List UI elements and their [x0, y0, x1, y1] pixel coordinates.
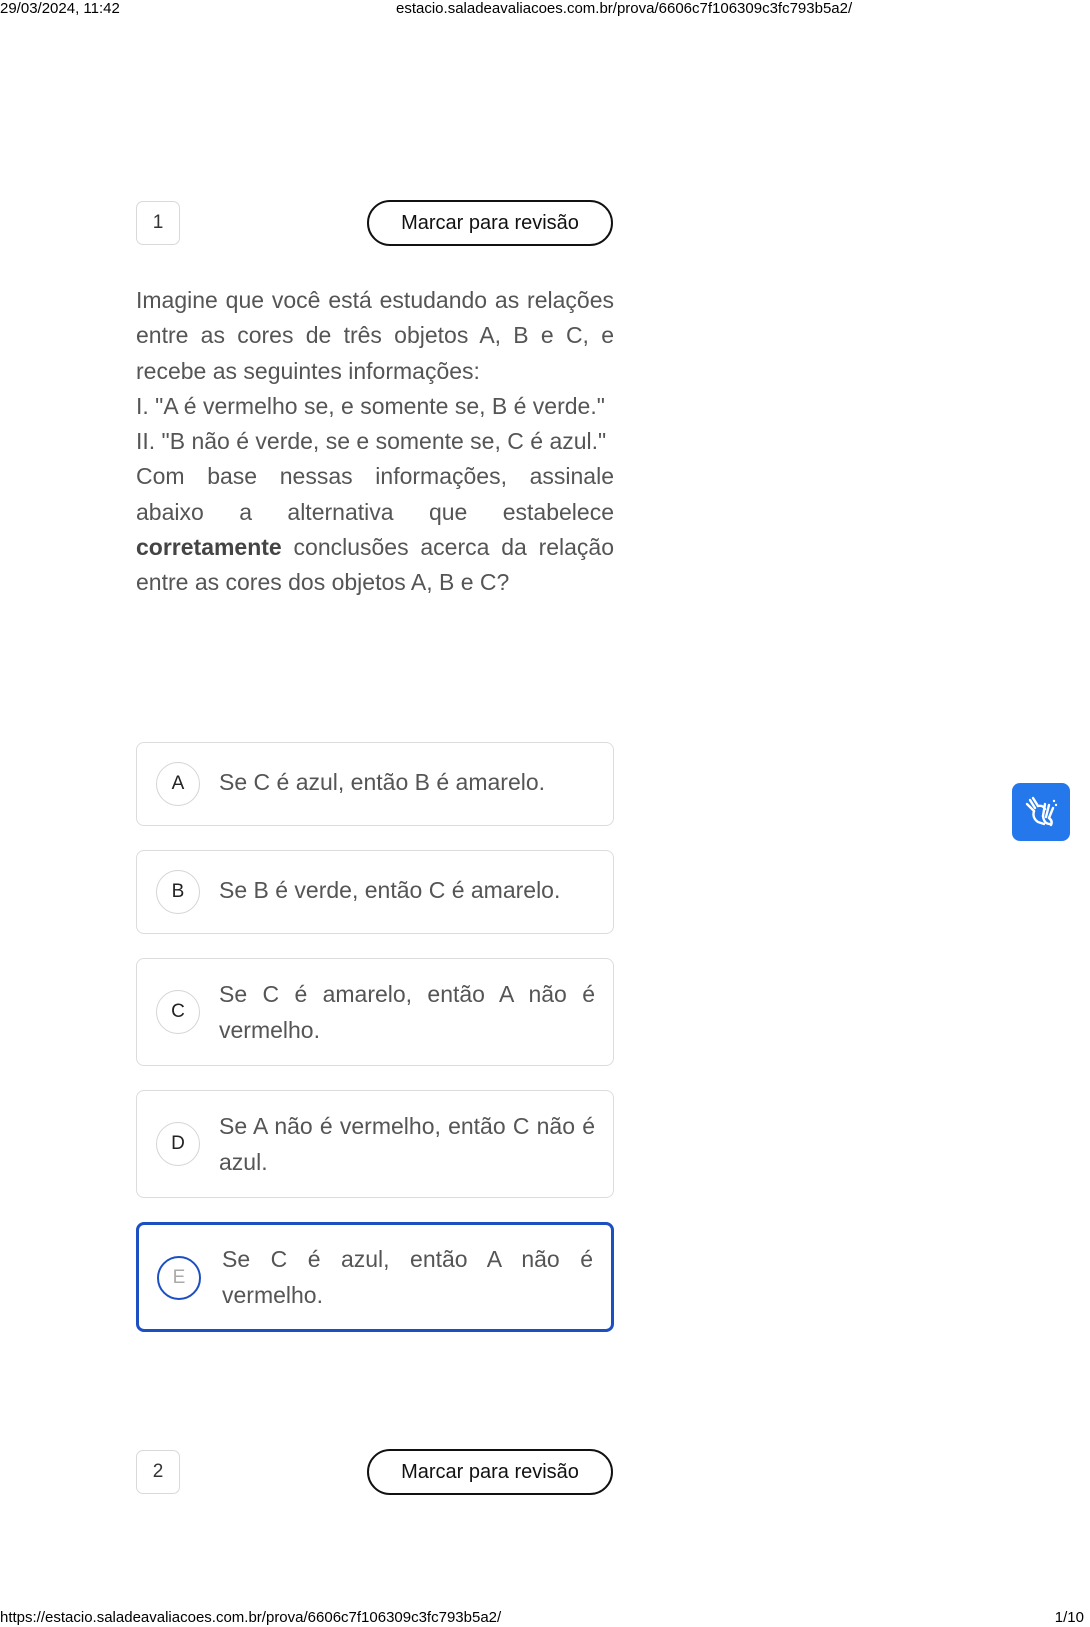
- print-page-url: estacio.saladeavaliacoes.com.br/prova/6606c7f106309c3fc793b5a2/: [396, 0, 853, 17]
- option-letter-d: D: [156, 1122, 200, 1166]
- print-datetime: 29/03/2024, 11:42: [0, 0, 120, 17]
- option-text-e: Se C é azul, então A não é vermelho.: [222, 1246, 593, 1308]
- option-letter-b: B: [156, 870, 200, 914]
- question-prompt-end: conclusões acerca da relação entre as cores dos objetos A, B e C?: [136, 534, 615, 596]
- print-header: [0, 0, 1090, 18]
- question-statement: [136, 283, 614, 601]
- option-letter-a: A: [156, 762, 200, 806]
- sign-language-hands-icon: [1023, 794, 1059, 830]
- option-text-d: Se A não é vermelho, então C não é azul.: [219, 1113, 595, 1175]
- question-number-badge: 1: [136, 201, 180, 245]
- question-prompt: [136, 459, 614, 600]
- option-letter-c: C: [156, 990, 200, 1034]
- print-footer-url: https://estacio.saladeavaliacoes.com.br/prova/6606c7f106309c3fc793b5a2/: [0, 1609, 502, 1626]
- print-footer: [0, 1609, 1090, 1627]
- question-paragraph: II. "B não é verde, se e somente se, C é azul.": [136, 428, 607, 455]
- question-prompt-start: Com base nessas informações, assinale abaixo a alternativa que estabelece: [136, 463, 614, 525]
- answer-option-c[interactable]: [136, 958, 614, 1066]
- option-text-c: Se C é amarelo, então A não é vermelho.: [219, 981, 595, 1043]
- question-number-badge: 2: [136, 1450, 180, 1494]
- answer-option-b[interactable]: [136, 850, 614, 934]
- question-paragraph: I. "A é vermelho se, e somente se, B é verde.": [136, 392, 605, 419]
- question-prompt-emphasis: corretamente: [136, 534, 282, 561]
- answer-option-a[interactable]: [136, 742, 614, 826]
- print-page-number: 1/10: [1054, 1609, 1084, 1626]
- sign-language-accessibility-button[interactable]: [1012, 783, 1070, 841]
- option-text-b: Se B é verde, então C é amarelo.: [219, 877, 561, 903]
- option-letter-e: E: [157, 1256, 201, 1300]
- option-text-a: Se C é azul, então B é amarelo.: [219, 769, 546, 795]
- mark-for-review-button[interactable]: Marcar para revisão: [367, 200, 613, 246]
- mark-for-review-button[interactable]: Marcar para revisão: [367, 1449, 613, 1495]
- answer-option-d[interactable]: [136, 1090, 614, 1198]
- answer-option-e[interactable]: [136, 1222, 614, 1332]
- question-paragraph: Imagine que você está estudando as relações entre as cores de três objetos A, B e C, e recebe as seguintes informações:: [136, 287, 614, 384]
